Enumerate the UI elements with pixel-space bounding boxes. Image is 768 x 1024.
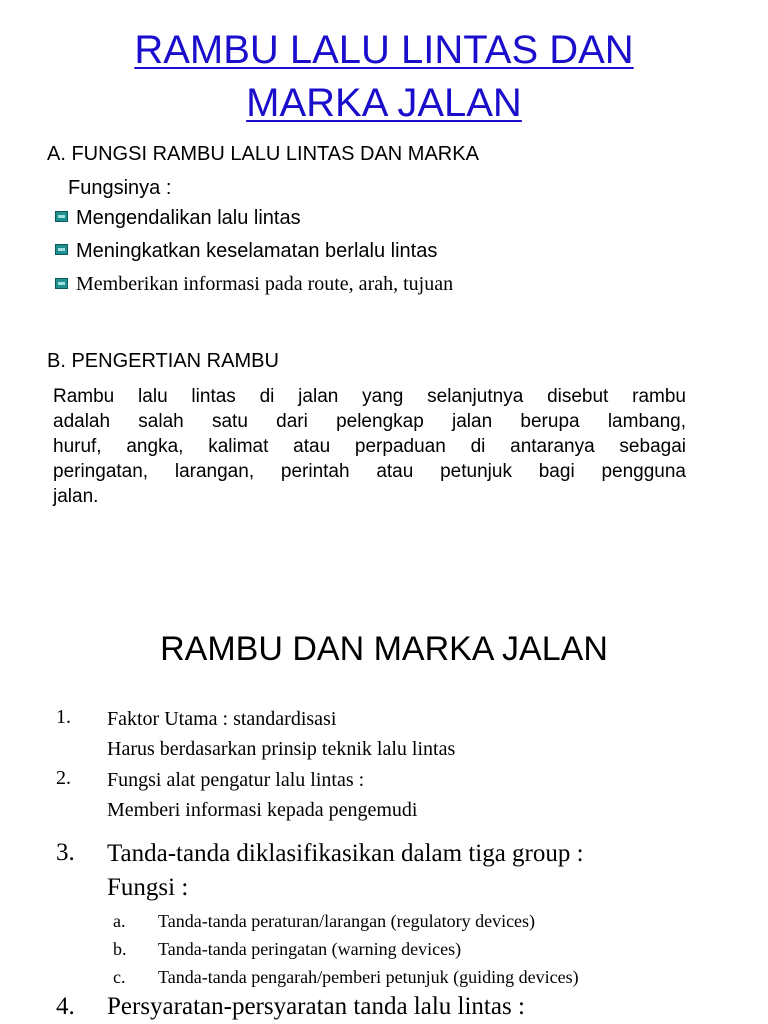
sub-item-text: Tanda-tanda peraturan/larangan (regulatory devices) <box>158 911 536 931</box>
bullet-icon <box>55 211 68 222</box>
section-a-heading: A. FUNGSI RAMBU LALU LINTAS DAN MARKA <box>47 143 479 165</box>
paragraph-line: adalah salah satu dari pelengkap jalan berupa lambang, <box>53 411 686 432</box>
paragraph-line: jalan. <box>53 486 99 507</box>
list-item <box>55 205 301 231</box>
title-line-2: MARKA JALAN <box>246 81 522 125</box>
paragraph-line: huruf, angka, kalimat atau perpaduan di antaranya sebagai <box>53 436 686 457</box>
sub-item-texts <box>158 907 579 991</box>
item-number: 2. <box>56 767 71 789</box>
item-line: Persyaratan-persyaratan tanda lalu lintas : <box>107 993 525 1020</box>
list-item <box>107 765 417 825</box>
list-item <box>55 238 437 264</box>
list-item <box>55 271 453 297</box>
sub-item-letter: c. <box>113 967 126 987</box>
item-line: Memberi informasi kepada pengemudi <box>107 799 418 821</box>
bullet-text: Mengendalikan lalu lintas <box>76 207 301 229</box>
sub-item-text: Tanda-tanda peringatan (warning devices) <box>158 939 462 959</box>
paragraph-line: peringatan, larangan, perintah atau petunjuk bagi pengguna <box>53 461 686 482</box>
section-b-heading: B. PENGERTIAN RAMBU <box>47 350 279 372</box>
item-line: Fungsi : <box>107 874 189 901</box>
bullet-icon <box>55 244 68 255</box>
bullet-icon <box>55 278 68 289</box>
list-item <box>107 704 455 764</box>
bullet-text: Memberikan informasi pada route, arah, tujuan <box>76 273 454 295</box>
paragraph-line: Rambu lalu lintas di jalan yang selanjutnya disebut rambu <box>53 386 686 407</box>
fungsi-label: Fungsinya : <box>68 177 172 199</box>
item-line: Fungsi alat pengatur lalu lintas : <box>107 769 365 791</box>
sub-item-letter: b. <box>113 939 127 959</box>
sub-item-letters <box>113 907 127 991</box>
title-line-1: RAMBU LALU LINTAS DAN <box>134 28 634 72</box>
item-line: Harus berdasarkan prinsip teknik lalu lintas <box>107 738 456 760</box>
sub-item-text: Tanda-tanda pengarah/pemberi petunjuk (guiding devices) <box>158 967 579 987</box>
item-line: Faktor Utama : standardisasi <box>107 708 337 730</box>
item-number: 1. <box>56 706 71 728</box>
page-title <box>0 24 768 130</box>
bullet-text: Meningkatkan keselamatan berlalu lintas <box>76 240 438 262</box>
item-number: 4. <box>56 993 75 1020</box>
definition-paragraph <box>53 384 686 509</box>
item-number: 3. <box>56 839 75 866</box>
item-line: Tanda-tanda diklasifikasikan dalam tiga group : <box>107 840 584 867</box>
slide-2-title: RAMBU DAN MARKA JALAN <box>160 630 608 668</box>
list-item <box>107 837 584 905</box>
list-item <box>107 991 525 1023</box>
sub-item-letter: a. <box>113 911 126 931</box>
